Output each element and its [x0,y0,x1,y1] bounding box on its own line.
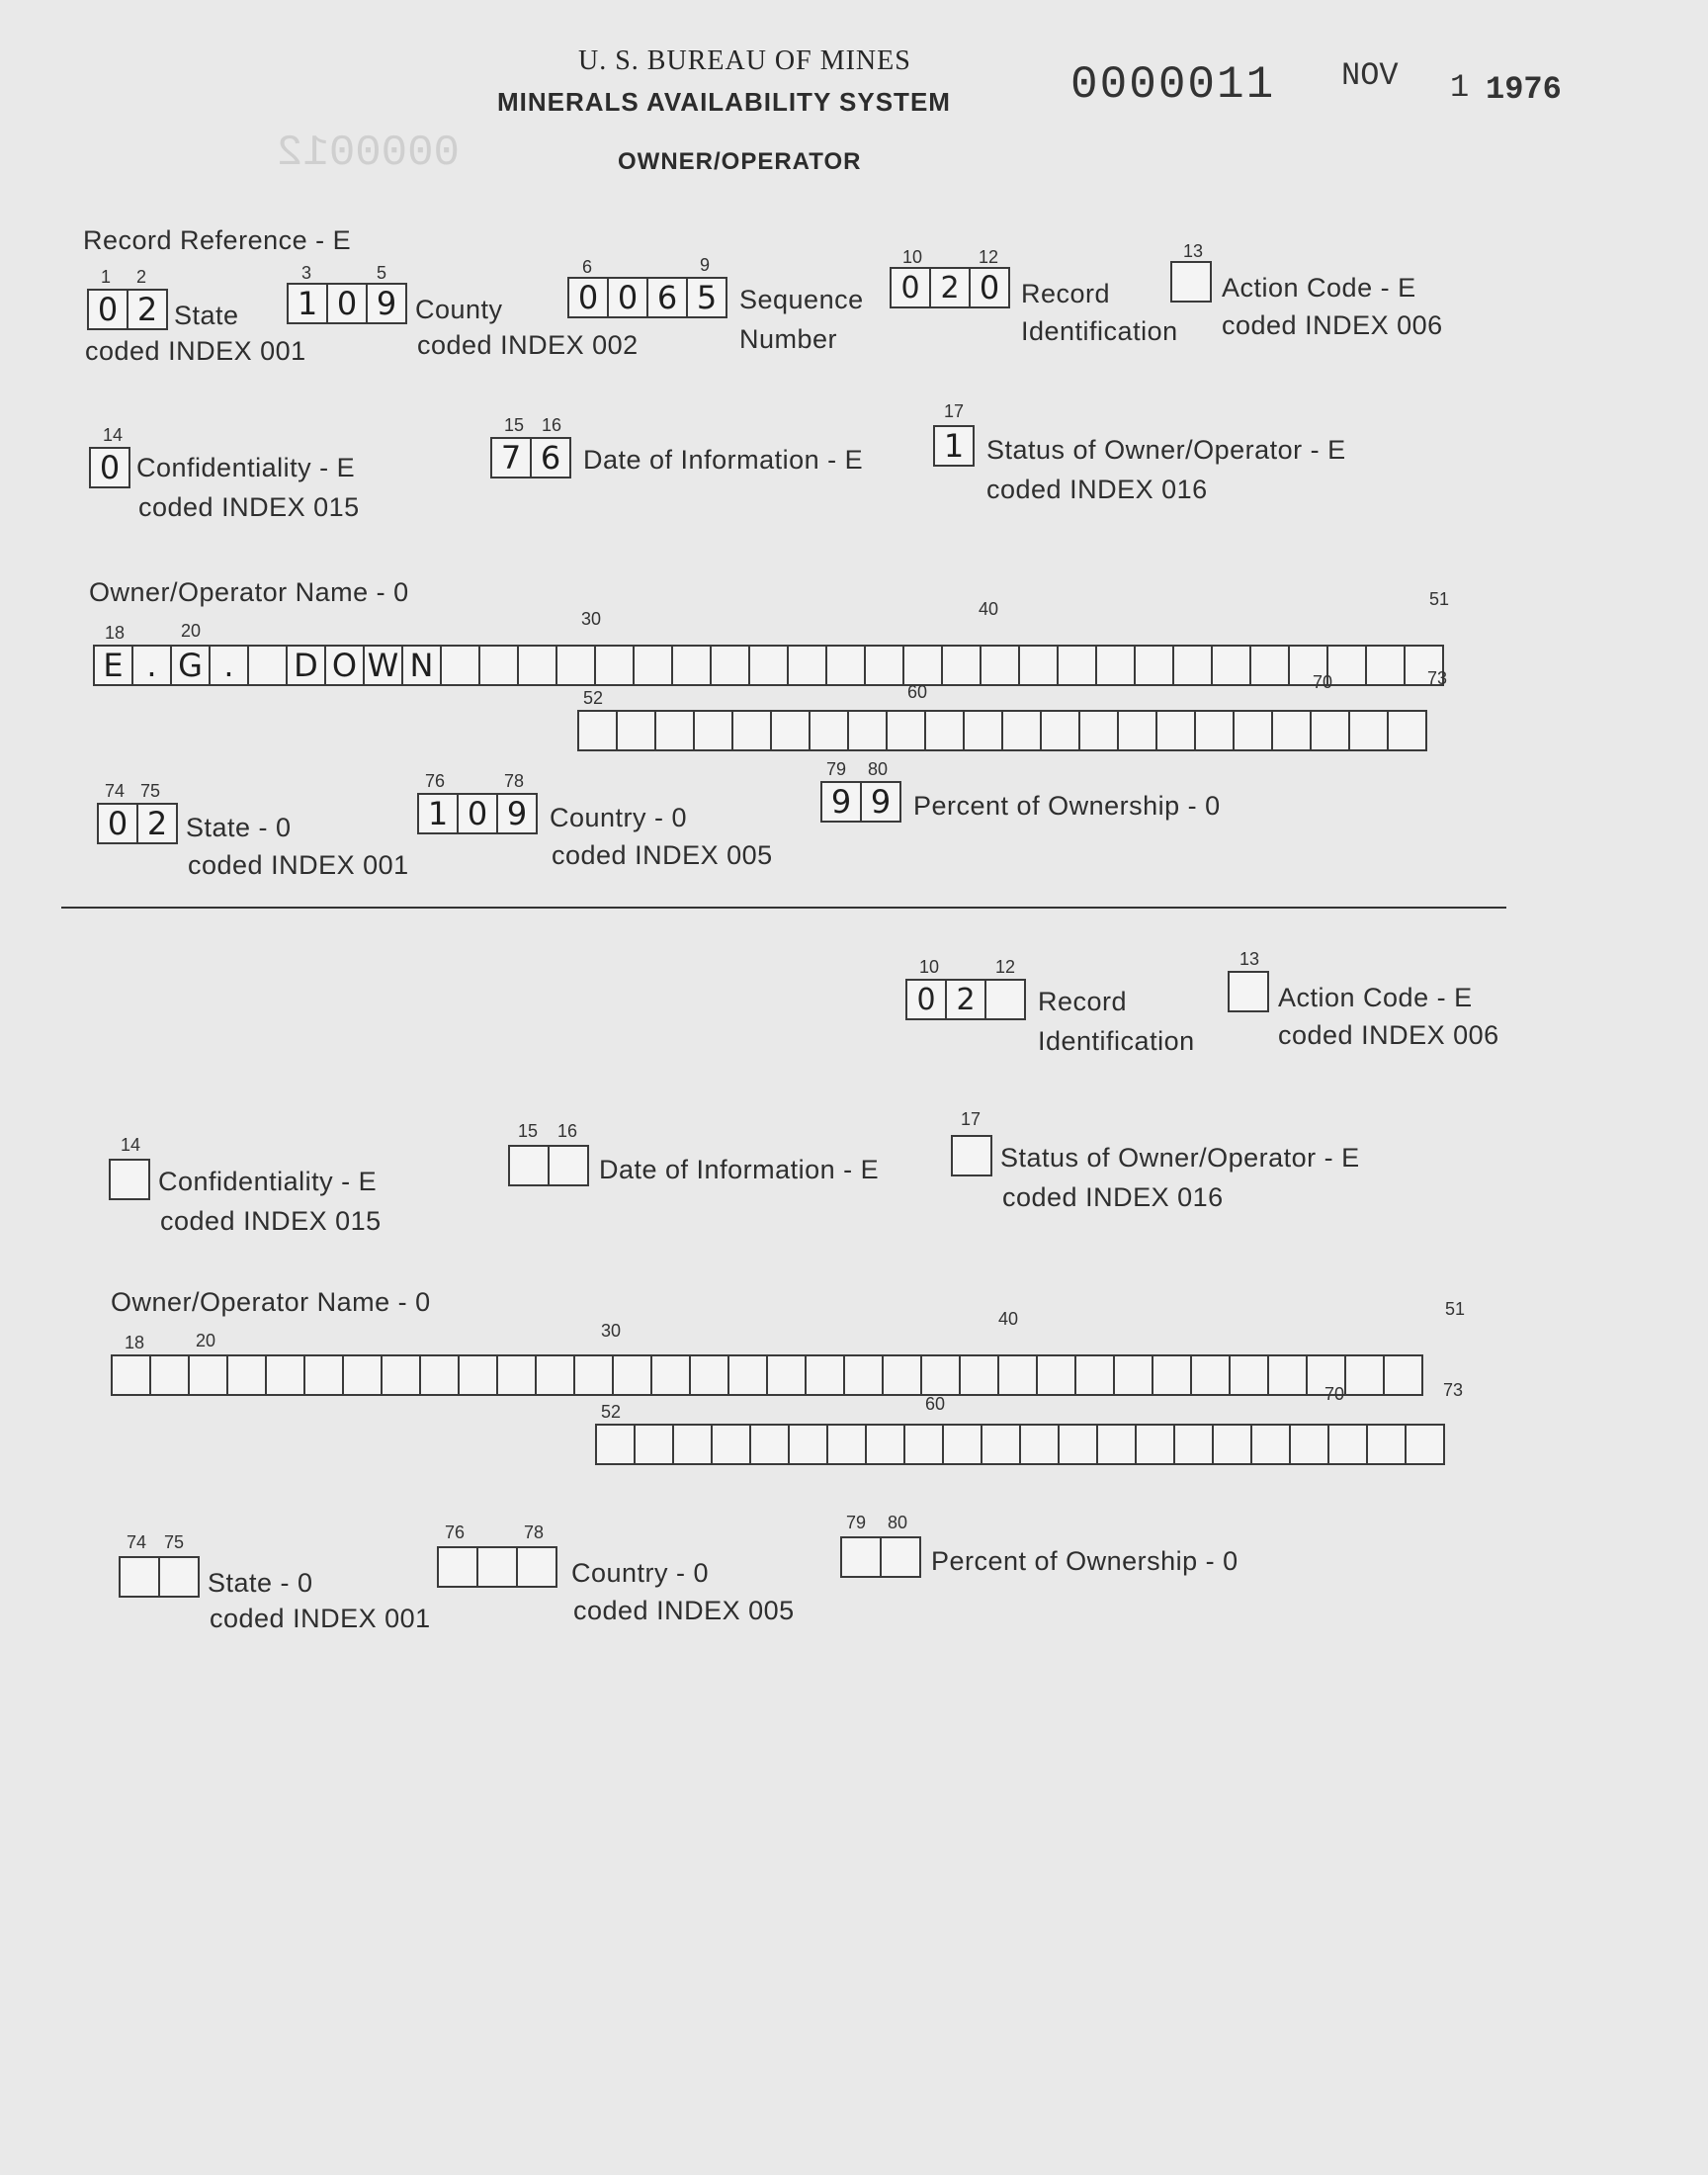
col-num: 20 [196,1331,216,1350]
code-cell [548,1145,589,1186]
code-cell: 0 [969,267,1010,308]
code-cell: 0 [87,289,128,330]
col-num: 1 [101,267,112,287]
name-char-cell [577,710,618,751]
name-char-cell [535,1354,575,1396]
name-char-cell [731,710,772,751]
county-sub-label: coded INDEX 002 [417,330,639,360]
name-char-cell [1249,645,1290,686]
name-char-cell [671,645,712,686]
name-char-cell [188,1354,228,1396]
name-char-cell [1018,645,1059,686]
name-char-cell: D [286,645,326,686]
code-cell: 0 [457,793,498,834]
name-char-cell: G [170,645,211,686]
name-char-cell [381,1354,421,1396]
state-code-boxes [87,289,168,328]
name-char-cell: . [209,645,249,686]
owner-country-sub-label-2: coded INDEX 005 [573,1596,795,1625]
col-num: 73 [1443,1380,1464,1400]
name-char-cell [693,710,733,751]
name-char-cell: O [324,645,365,686]
name-char-cell [1019,1424,1060,1465]
code-cell: 6 [646,277,688,318]
col-num: 2 [136,267,147,287]
name-char-cell [149,1354,190,1396]
name-char-cell [265,1354,305,1396]
name-char-cell [959,1354,999,1396]
name-char-cell [748,645,789,686]
col-num: 76 [425,771,446,791]
col-num: 18 [125,1333,145,1352]
col-num: 20 [181,621,202,641]
name-char-cell [672,1424,713,1465]
agency-title: U. S. BUREAU OF MINES [578,45,911,76]
name-char-cell [864,645,904,686]
col-num: 78 [504,771,525,791]
col-num: 12 [979,247,999,267]
confidentiality-box [89,447,130,486]
code-cell [951,1135,992,1176]
name-char-cell [633,645,673,686]
date-info-boxes-2 [508,1145,589,1184]
name-char-cell [1036,1354,1076,1396]
name-char-cell [1310,710,1350,751]
col-num: 18 [105,623,126,643]
name-char-cell [1096,1424,1137,1465]
name-char-cell [342,1354,383,1396]
col-num: 10 [919,957,940,977]
code-cell: 2 [136,803,178,844]
owner-country-label-2: Country - 0 [571,1558,710,1588]
name-char-cell [1040,710,1080,751]
code-cell: 0 [567,277,609,318]
name-char-cell: N [401,645,442,686]
name-char-cell [843,1354,884,1396]
name-char-cell [1250,1424,1291,1465]
name-char-cell [924,710,965,751]
stamp-number: 0000011 [1070,59,1276,111]
code-cell [840,1536,882,1578]
date-info-boxes [490,437,571,477]
state-label: State [174,301,239,330]
code-cell [119,1556,160,1598]
county-label: County [415,295,503,324]
name-char-cell [440,645,480,686]
name-char-cell: . [131,645,172,686]
ownership-percent-boxes [820,781,901,821]
name-char-cell [788,1424,828,1465]
owner-state-boxes [97,803,178,842]
stamp-month: NOV [1341,57,1399,94]
name-char-cell [1190,1354,1231,1396]
code-cell: 9 [496,793,538,834]
col-num: 40 [998,1309,1019,1329]
name-char-cell [1155,710,1196,751]
stamp-year: 1976 [1486,71,1562,108]
name-char-cell [1387,710,1427,751]
name-char-cell [654,710,695,751]
sequence-number-boxes [567,277,727,316]
name-char-cell [727,1354,768,1396]
col-num: 3 [301,263,312,283]
col-num: 80 [868,759,889,779]
owner-name-row2 [577,710,1427,749]
code-cell: 0 [905,979,947,1020]
name-char-cell [634,1424,674,1465]
owner-state-sub-label-2: coded INDEX 001 [210,1604,431,1633]
record-id-boxes [890,267,1010,306]
code-cell: 1 [287,283,328,324]
name-char-cell [981,1424,1021,1465]
col-num: 12 [995,957,1016,977]
name-char-cell [1233,710,1273,751]
name-char-cell [1135,1424,1175,1465]
col-num: 79 [826,759,847,779]
record-id-sub-label: Identification [1021,316,1178,346]
record-id-label: Record [1021,279,1111,308]
status-sub-label: coded INDEX 016 [986,475,1208,504]
col-num: 14 [121,1135,141,1155]
ownership-percent-boxes-2 [840,1536,921,1576]
col-num: 5 [377,263,387,283]
name-char-cell [963,710,1003,751]
name-char-cell [1348,710,1389,751]
code-cell: 9 [366,283,407,324]
col-num: 80 [888,1513,908,1532]
name-char-cell [573,1354,614,1396]
name-char-cell [1326,645,1367,686]
col-num: 70 [1313,672,1333,692]
name-char-cell [458,1354,498,1396]
action-code-label-2: Action Code - E [1278,983,1473,1012]
status-label-2: Status of Owner/Operator - E [1000,1143,1360,1173]
col-num: 73 [1427,668,1448,688]
name-char-cell [941,645,982,686]
col-num: 60 [925,1394,946,1414]
name-char-cell [980,645,1020,686]
record-id-boxes-2 [905,979,1026,1018]
bleed-through-mark: 0000012 [277,129,460,178]
owner-state-label: State - 0 [186,813,292,842]
name-char-cell [787,645,827,686]
name-char-cell [865,1424,905,1465]
code-cell: 1 [417,793,459,834]
name-char-cell [303,1354,344,1396]
code-cell: 6 [530,437,571,478]
name-char-cell [1267,1354,1308,1396]
status-label: Status of Owner/Operator - E [986,435,1346,465]
name-char-cell [902,645,943,686]
form-title: OWNER/OPERATOR [618,148,862,175]
name-char-cell [903,1424,944,1465]
system-title: MINERALS AVAILABILITY SYSTEM [497,87,951,117]
code-cell: 2 [929,267,971,308]
county-code-boxes [287,283,407,322]
name-char-cell [247,645,288,686]
name-char-cell [1001,710,1042,751]
action-code-box [1170,261,1212,301]
col-num: 74 [105,781,126,801]
col-num: 13 [1183,241,1204,261]
col-num: 17 [944,401,965,421]
code-cell [437,1546,478,1588]
code-cell [1228,971,1269,1012]
name-char-cell [650,1354,691,1396]
status-box [933,425,975,465]
name-char-cell [595,1424,636,1465]
name-char-cell [809,710,849,751]
name-char-cell [1289,1424,1329,1465]
col-num: 17 [961,1109,982,1129]
name-char-cell [1212,1424,1252,1465]
col-num: 30 [601,1321,622,1341]
name-char-cell: E [93,645,133,686]
section-divider [61,907,1506,909]
col-num: 74 [127,1532,147,1552]
confidentiality-box-2 [109,1159,150,1198]
name-char-cell [942,1424,982,1465]
col-num: 16 [542,415,562,435]
sequence-sub-label: Number [739,324,838,354]
code-cell: 0 [326,283,368,324]
name-char-cell [766,1354,807,1396]
name-char-cell [711,1424,751,1465]
name-char-cell [555,645,596,686]
col-num: 13 [1239,949,1260,969]
name-char-cell [689,1354,729,1396]
owner-name-row1-2 [111,1354,1423,1394]
code-cell: 1 [933,425,975,467]
name-char-cell [1211,645,1251,686]
name-char-cell [1405,1424,1445,1465]
owner-state-boxes-2 [119,1556,200,1596]
code-cell: 0 [890,267,931,308]
name-char-cell [1172,645,1213,686]
name-char-cell [826,1424,867,1465]
name-char-cell [710,645,750,686]
name-char-cell [111,1354,151,1396]
name-char-cell [1383,1354,1423,1396]
code-cell [508,1145,550,1186]
owner-state-label-2: State - 0 [208,1568,313,1598]
code-cell: 2 [127,289,168,330]
name-char-cell [1058,1424,1098,1465]
status-sub-label-2: coded INDEX 016 [1002,1182,1224,1212]
col-num: 76 [445,1522,466,1542]
name-char-cell [1344,1354,1385,1396]
name-char-cell [496,1354,537,1396]
col-num: 51 [1445,1299,1466,1319]
code-cell [109,1159,150,1200]
code-cell [984,979,1026,1020]
confidentiality-label-2: Confidentiality - E [158,1167,378,1196]
col-num: 75 [140,781,161,801]
owner-country-boxes [417,793,538,832]
owner-country-boxes-2 [437,1546,557,1586]
code-cell [880,1536,921,1578]
state-sub-label: coded INDEX 001 [85,336,306,366]
confidentiality-sub-label-2: coded INDEX 015 [160,1206,382,1236]
date-info-label-2: Date of Information - E [599,1155,880,1184]
code-cell: 9 [820,781,862,823]
ownership-percent-label-2: Percent of Ownership - 0 [931,1546,1238,1576]
name-char-cell: W [363,645,403,686]
name-char-cell [1095,645,1136,686]
code-cell: 5 [686,277,727,318]
owner-name-label-2: Owner/Operator Name - 0 [111,1287,431,1317]
owner-name-row2-2 [595,1424,1445,1463]
name-char-cell [1074,1354,1115,1396]
col-num: 52 [601,1402,622,1422]
name-char-cell [1117,710,1157,751]
col-num: 40 [979,599,999,619]
name-char-cell [886,710,926,751]
ownership-percent-label: Percent of Ownership - 0 [913,791,1221,821]
code-cell: 0 [97,803,138,844]
status-box-2 [951,1135,992,1174]
name-char-cell [1327,1424,1368,1465]
record-id-sub-label-2: Identification [1038,1026,1195,1056]
col-num: 16 [557,1121,578,1141]
name-char-cell [478,645,519,686]
record-reference-label: Record Reference - E [83,225,352,255]
confidentiality-label: Confidentiality - E [136,453,356,482]
code-cell [158,1556,200,1598]
col-num: 51 [1429,589,1450,609]
col-num: 78 [524,1522,545,1542]
code-cell: 9 [860,781,901,823]
name-char-cell [594,645,635,686]
name-char-cell [616,710,656,751]
date-info-label: Date of Information - E [583,445,864,475]
name-char-cell [1057,645,1097,686]
name-char-cell [1078,710,1119,751]
name-char-cell [847,710,888,751]
name-char-cell [920,1354,961,1396]
name-char-cell [1365,645,1406,686]
name-char-cell [749,1424,790,1465]
code-cell [1170,261,1212,303]
owner-name-row1 [93,645,1444,684]
col-num: 15 [504,415,525,435]
name-char-cell [226,1354,267,1396]
col-num: 15 [518,1121,539,1141]
col-num: 10 [902,247,923,267]
owner-country-label: Country - 0 [550,803,688,832]
owner-state-sub-label: coded INDEX 001 [188,850,409,880]
name-char-cell [419,1354,460,1396]
code-cell: 7 [490,437,532,478]
code-cell [516,1546,557,1588]
col-num: 14 [103,425,124,445]
name-char-cell [805,1354,845,1396]
owner-name-label: Owner/Operator Name - 0 [89,577,409,607]
name-char-cell [1152,1354,1192,1396]
action-code-sub-label-2: coded INDEX 006 [1278,1020,1499,1050]
owner-country-sub-label: coded INDEX 005 [552,840,773,870]
col-num: 9 [700,255,711,275]
sequence-label: Sequence [739,285,864,314]
name-char-cell [1134,645,1174,686]
action-code-sub-label: coded INDEX 006 [1222,310,1443,340]
action-code-box-2 [1228,971,1269,1010]
name-char-cell [825,645,866,686]
col-num: 75 [164,1532,185,1552]
name-char-cell [1194,710,1235,751]
name-char-cell [1113,1354,1153,1396]
name-char-cell [770,710,811,751]
name-char-cell [1366,1424,1407,1465]
name-char-cell [997,1354,1038,1396]
stamp-day: 1 [1450,69,1470,106]
code-cell: 2 [945,979,986,1020]
col-num: 6 [582,257,593,277]
col-num: 30 [581,609,602,629]
confidentiality-sub-label: coded INDEX 015 [138,492,360,522]
name-char-cell [612,1354,652,1396]
name-char-cell [882,1354,922,1396]
name-char-cell [517,645,557,686]
col-num: 60 [907,682,928,702]
col-num: 52 [583,688,604,708]
record-id-label-2: Record [1038,987,1128,1016]
action-code-label: Action Code - E [1222,273,1416,303]
name-char-cell [1173,1424,1214,1465]
code-cell [476,1546,518,1588]
col-num: 70 [1324,1384,1345,1404]
code-cell: 0 [89,447,130,488]
code-cell: 0 [607,277,648,318]
name-char-cell [1229,1354,1269,1396]
col-num: 79 [846,1513,867,1532]
name-char-cell [1271,710,1312,751]
